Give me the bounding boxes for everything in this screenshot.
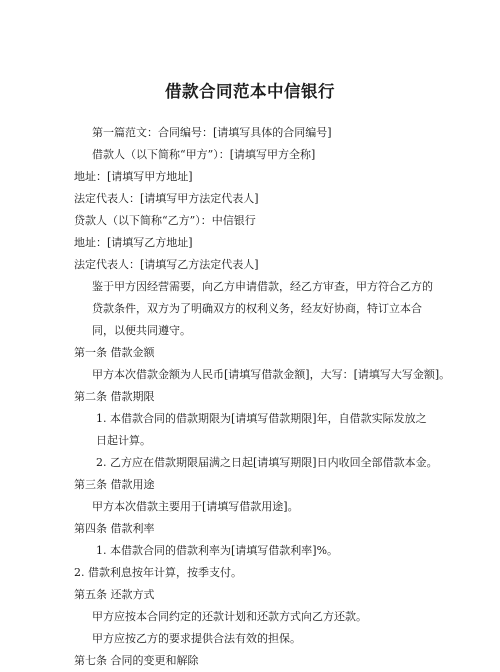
preamble-paragraph: 鉴于甲方因经营需要，向乙方申请借款，经乙方审查，甲方符合乙方的贷款条件，双方为了明确双方的权利义务，经友好协商，特订立本合同，以便共同遵守。	[92, 280, 433, 337]
article-2-item-1: 1. 本借款合同的借款期限为[请填写借款期限]年，自借款实际发放之日起计算。	[96, 412, 427, 447]
contract-number-line: 第一篇范文：合同编号：[请填写具体的合同编号]	[92, 126, 332, 139]
article-4-item-1: 1. 本借款合同的借款利率为[请填写借款利率]%。	[96, 544, 339, 557]
article-7-heading: 第七条 合同的变更和解除	[74, 654, 199, 667]
article-2-heading: 第二条 借款期限	[74, 390, 155, 403]
borrower-line: 借款人（以下简称“甲方”）：[请填写甲方全称]	[92, 148, 316, 161]
lender-address-line: 地址：[请填写乙方地址]	[74, 236, 193, 249]
article-2-item-2: 2. 乙方应在借款期限届满之日起[请填写期限]日内收回全部借款本金。	[96, 456, 438, 469]
document-body	[74, 122, 451, 672]
borrower-address-line: 地址：[请填写甲方地址]	[74, 170, 193, 183]
article-1-text: 甲方本次借款金额为人民币[请填写借款金额]，大写：[请填写大写金额]。	[92, 368, 451, 381]
article-5-text: 甲方应按本合同约定的还款计划和还款方式向乙方还款。	[92, 610, 367, 623]
article-3-heading: 第三条 借款用途	[74, 478, 155, 491]
lender-representative-line: 法定代表人：[请填写乙方法定代表人]	[74, 258, 259, 271]
article-1-heading: 第一条 借款金额	[74, 346, 155, 359]
borrower-representative-line: 法定代表人：[请填写甲方法定代表人]	[74, 192, 259, 205]
document-title: 借款合同范本中信银行	[165, 82, 335, 101]
lender-line: 贷款人（以下简称“乙方”）：中信银行	[74, 214, 256, 227]
article-5-heading: 第五条 还款方式	[74, 588, 155, 601]
article-4-item-2: 2. 借款利息按年计算，按季支付。	[74, 566, 242, 579]
article-4-heading: 第四条 借款利率	[74, 522, 155, 535]
article-3-text: 甲方本次借款主要用于[请填写借款用途]。	[92, 500, 299, 513]
guarantee-text: 甲方应按乙方的要求提供合法有效的担保。	[92, 632, 301, 645]
